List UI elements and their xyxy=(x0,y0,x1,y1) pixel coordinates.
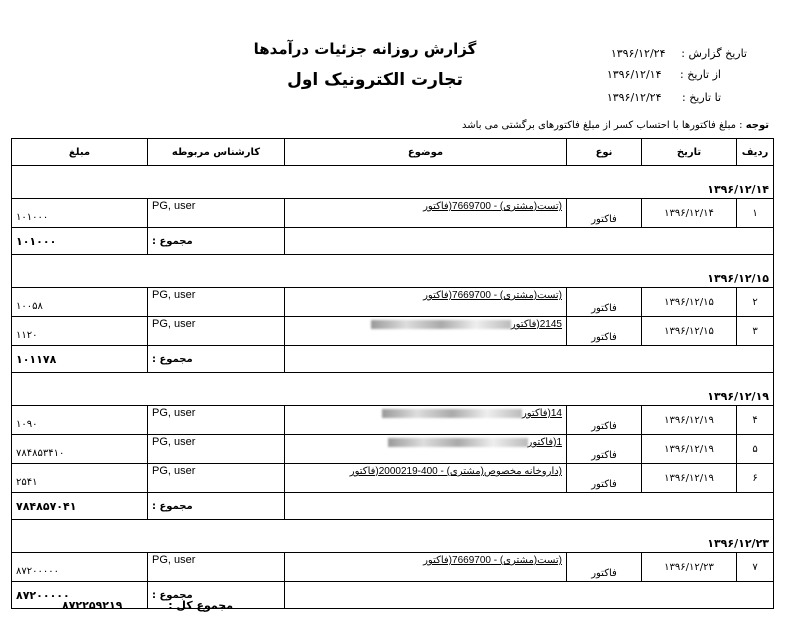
row-amount: ۸۷۲۰۰۰۰۰ xyxy=(12,553,148,582)
from-date-line xyxy=(592,68,722,81)
row-subject-link[interactable]: (تست(مشتری) - 7669700(فاکتور xyxy=(285,288,567,317)
col-type: نوع xyxy=(567,139,642,166)
row-type: فاکتور xyxy=(567,199,642,228)
group-date: ۱۳۹۶/۱۲/۱۹ xyxy=(12,373,774,406)
redacted-text xyxy=(371,320,511,329)
row-type: فاکتور xyxy=(567,288,642,317)
row-expert: PG, user xyxy=(148,317,285,346)
row-type: فاکتور xyxy=(567,435,642,464)
group-date-row xyxy=(12,520,774,553)
group-sum-row xyxy=(12,582,774,609)
table-row xyxy=(12,406,774,435)
to-date-value: ۱۳۹۶/۱۲/۲۴ xyxy=(606,91,662,104)
row-number: ۶ xyxy=(737,464,774,493)
company-name: تجارت الکترونیک اول xyxy=(287,70,463,90)
row-date: ۱۳۹۶/۱۲/۱۹ xyxy=(642,464,737,493)
row-date: ۱۳۹۶/۱۲/۱۵ xyxy=(642,288,737,317)
to-date-label: تا تاریخ : xyxy=(682,91,721,104)
row-subject-link[interactable]: (داروخانه مخصوص(مشتری) - 400-2000219(فاکتور xyxy=(285,464,567,493)
group-date: ۱۳۹۶/۱۲/۱۴ xyxy=(12,166,774,199)
row-subject-link[interactable]: (تست(مشتری) - 7669700(فاکتور xyxy=(285,199,567,228)
row-date: ۱۳۹۶/۱۲/۱۹ xyxy=(642,406,737,435)
group-sum-label: مجموع : xyxy=(148,493,285,520)
row-subject-text: 14(فاکتور xyxy=(521,408,562,419)
row-expert: PG, user xyxy=(148,553,285,582)
table-row xyxy=(12,288,774,317)
col-row-number: ردیف xyxy=(737,139,774,166)
from-date-label: از تاریخ : xyxy=(680,68,721,81)
group-sum-label: مجموع : xyxy=(148,228,285,255)
group-sum-row xyxy=(12,346,774,373)
row-number: ۳ xyxy=(737,317,774,346)
row-amount: ۱۰۹۰ xyxy=(12,406,148,435)
redacted-text xyxy=(388,438,528,447)
table-row xyxy=(12,435,774,464)
group-sum-row xyxy=(12,493,774,520)
to-date-line xyxy=(592,91,722,104)
table-row xyxy=(12,553,774,582)
row-type: فاکتور xyxy=(567,464,642,493)
row-number: ۴ xyxy=(737,406,774,435)
row-subject-text: 1(فاکتور xyxy=(527,437,562,448)
row-subject-link[interactable] xyxy=(285,406,567,435)
row-expert: PG, user xyxy=(148,435,285,464)
row-amount: ۱۰۰۵۸ xyxy=(12,288,148,317)
row-amount: ۲۵۴۱ xyxy=(12,464,148,493)
row-expert: PG, user xyxy=(148,288,285,317)
group-date: ۱۳۹۶/۱۲/۱۵ xyxy=(12,255,774,288)
row-number: ۷ xyxy=(737,553,774,582)
note-label: توجه xyxy=(745,120,769,131)
group-sum-label: مجموع : xyxy=(148,346,285,373)
row-subject-text: 2145(فاکتور xyxy=(510,319,562,330)
group-date-row xyxy=(12,373,774,406)
group-date-row xyxy=(12,255,774,288)
group-sum-row xyxy=(12,228,774,255)
row-subject-link[interactable] xyxy=(285,317,567,346)
redacted-text xyxy=(382,409,522,418)
table-header xyxy=(12,139,774,166)
row-subject-link[interactable]: (تست(مشتری) - 7669700(فاکتور xyxy=(285,553,567,582)
row-date: ۱۳۹۶/۱۲/۲۳ xyxy=(642,553,737,582)
row-expert: PG, user xyxy=(148,406,285,435)
table-row xyxy=(12,317,774,346)
report-date-line xyxy=(596,47,748,60)
row-amount: ۱۱۲۰ xyxy=(12,317,148,346)
group-sum-label: مجموع : xyxy=(148,582,285,609)
group-sum-amount: ۱۰۱۰۰۰ xyxy=(12,228,148,255)
row-date: ۱۳۹۶/۱۲/۱۵ xyxy=(642,317,737,346)
row-type: فاکتور xyxy=(567,553,642,582)
row-type: فاکتور xyxy=(567,406,642,435)
group-sum-amount: ۱۰۱۱۷۸ xyxy=(12,346,148,373)
row-expert: PG, user xyxy=(148,464,285,493)
col-expert: کارشناس مربوطه xyxy=(148,139,285,166)
row-amount: ۷۸۴۸۵۳۴۱۰ xyxy=(12,435,148,464)
col-date: تاریخ xyxy=(642,139,737,166)
grand-total-amount: ۸۷۲۲۵۹۲۱۹ xyxy=(62,599,123,612)
grand-total-label: مجموع کل : xyxy=(168,599,233,612)
row-number: ۵ xyxy=(737,435,774,464)
report-date-label: تاریخ گزارش : xyxy=(681,47,747,60)
col-subject: موضوع xyxy=(285,139,567,166)
group-date-row xyxy=(12,166,774,199)
report-title: گزارش روزانه جزئیات درآمدها xyxy=(253,40,477,58)
note xyxy=(462,120,769,131)
report-date-value: ۱۳۹۶/۱۲/۲۴ xyxy=(610,47,666,60)
row-amount: ۱۰۱۰۰۰ xyxy=(12,199,148,228)
row-number: ۲ xyxy=(737,288,774,317)
row-number: ۱ xyxy=(737,199,774,228)
from-date-value: ۱۳۹۶/۱۲/۱۴ xyxy=(606,68,662,81)
row-subject-link[interactable] xyxy=(285,435,567,464)
row-expert: PG, user xyxy=(148,199,285,228)
col-amount: مبلغ xyxy=(12,139,148,166)
income-table xyxy=(11,138,774,609)
table-row xyxy=(12,464,774,493)
table-row xyxy=(12,199,774,228)
group-sum-amount: ۷۸۴۸۵۷۰۴۱ xyxy=(12,493,148,520)
group-date: ۱۳۹۶/۱۲/۲۳ xyxy=(12,520,774,553)
note-text: : مبلغ فاکتورها با احتساب کسر از مبلغ فاکتورهای برگشتی می باشد xyxy=(462,120,746,131)
row-date: ۱۳۹۶/۱۲/۱۹ xyxy=(642,435,737,464)
row-date: ۱۳۹۶/۱۲/۱۴ xyxy=(642,199,737,228)
row-type: فاکتور xyxy=(567,317,642,346)
group-sum-amount: ۸۷۲۰۰۰۰۰ xyxy=(12,582,148,609)
